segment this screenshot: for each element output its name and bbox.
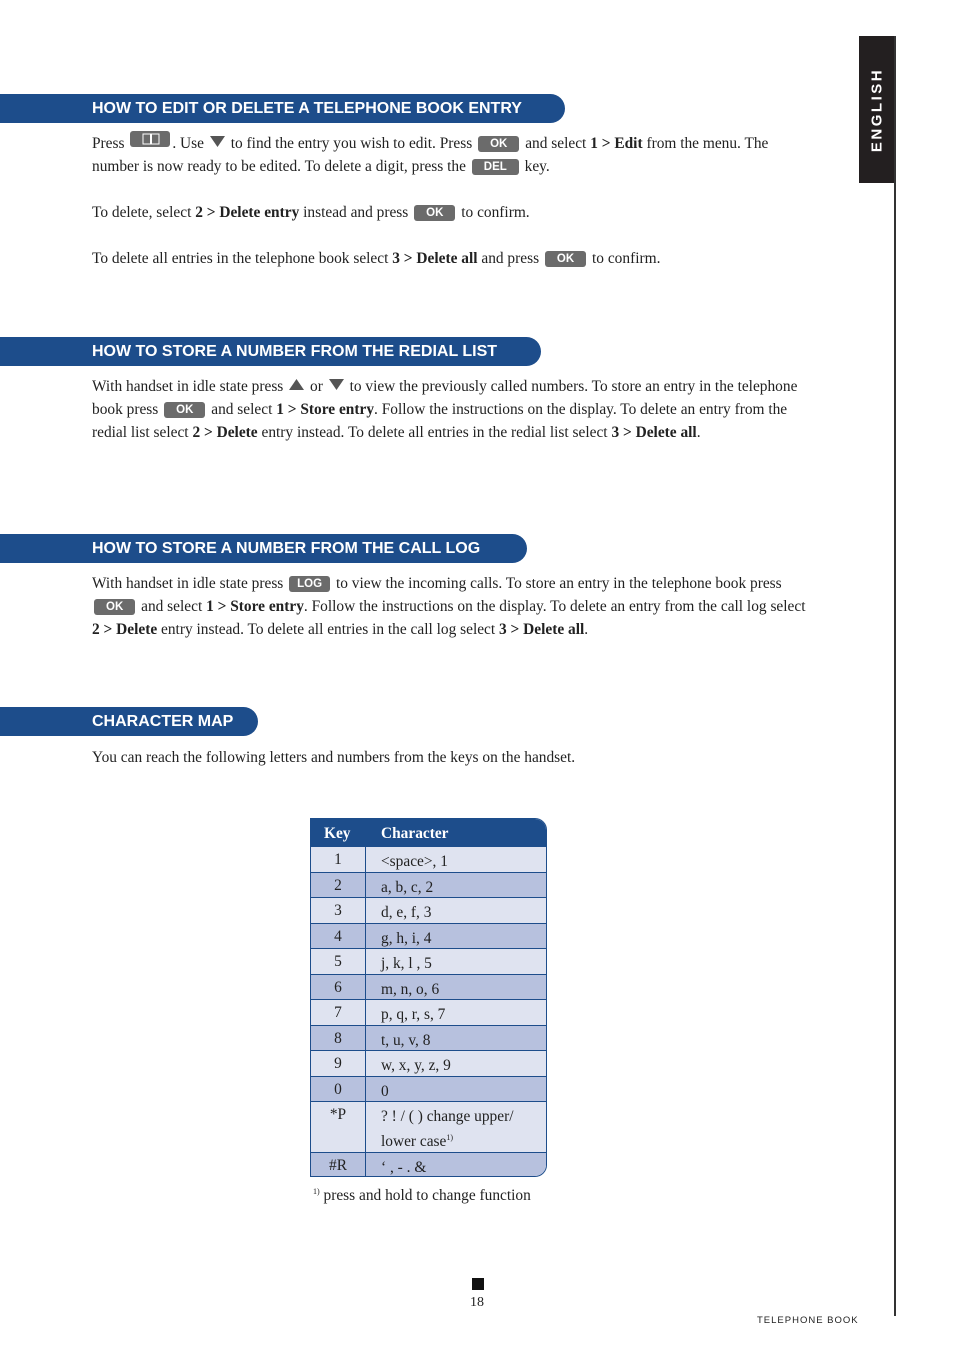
text: to confirm. <box>592 250 661 267</box>
character-cell: a, b, c, 2 <box>381 878 434 896</box>
menu-option: 2 > Delete <box>92 621 158 638</box>
table-row <box>311 948 546 974</box>
key-cell: 7 <box>311 1000 366 1025</box>
ok-button: OK <box>164 402 205 418</box>
text: . Use <box>172 135 204 152</box>
footnote-ref: 1) <box>446 1133 454 1142</box>
character-cell: j, k, l , 5 <box>381 955 432 972</box>
table-footnote <box>313 1187 531 1205</box>
character-text: ? ! / ( ) change upper/ lower case <box>381 1108 514 1151</box>
menu-option: 3 > Delete all <box>611 424 697 441</box>
redial-paragraph <box>92 375 807 444</box>
page-number: 18 <box>470 1295 484 1310</box>
ok-button: OK <box>478 136 519 152</box>
table-row <box>311 1076 546 1102</box>
text: entry instead. To delete all entries in the call log select <box>161 621 496 638</box>
menu-option: 2 > Delete <box>192 424 258 441</box>
character-cell: m, n, o, 6 <box>381 980 440 998</box>
key-cell: 3 <box>311 898 366 923</box>
phonebook-icon <box>130 131 170 147</box>
language-label: ENGLISH <box>868 67 885 152</box>
header-key: Key <box>324 825 351 842</box>
text: entry instead. To delete all entries in the redial list select <box>261 424 608 441</box>
key-cell: *P <box>311 1102 366 1152</box>
text: and select <box>141 598 203 615</box>
table-header <box>311 819 546 846</box>
text: Press <box>92 135 125 152</box>
character-cell <box>381 1106 540 1152</box>
footnote-text: press and hold to change function <box>323 1187 531 1205</box>
page-marker <box>472 1278 484 1290</box>
text: instead and press <box>303 204 409 221</box>
text: to view the previously called numbers. To store an entry in the telephone book press <box>92 378 798 418</box>
table-row <box>311 846 546 872</box>
text: to confirm. <box>461 204 530 221</box>
footnote-mark: 1) <box>313 1187 320 1196</box>
key-cell: 6 <box>311 975 366 1000</box>
key-cell: 8 <box>311 1026 366 1051</box>
character-cell: w, x, y, z, 9 <box>381 1057 451 1074</box>
menu-option: 3 > Delete all <box>392 250 478 267</box>
text: and select <box>211 401 273 418</box>
down-arrow-icon <box>329 379 344 390</box>
table-row <box>311 872 546 898</box>
calllog-paragraph <box>92 572 807 641</box>
table-row <box>311 1101 546 1152</box>
key-cell: 2 <box>311 873 366 898</box>
ok-button: OK <box>94 599 135 615</box>
text: key. <box>524 158 550 175</box>
character-cell: d, e, f, 3 <box>381 904 432 921</box>
text: With handset in idle state press <box>92 575 284 592</box>
character-cell: ‘ , - . & <box>381 1159 427 1176</box>
key-cell: 4 <box>311 924 366 949</box>
del-button: DEL <box>472 159 519 175</box>
table-row <box>311 923 546 949</box>
text: . <box>696 424 701 441</box>
edit-paragraph-2 <box>92 201 807 224</box>
text: . Follow the instructions on the display. To delete an entry from the call log select <box>303 598 806 615</box>
key-cell: #R <box>311 1153 366 1177</box>
character-cell: 0 <box>381 1082 389 1100</box>
key-cell: 1 <box>311 847 366 872</box>
text: and select <box>525 135 587 152</box>
key-cell: 5 <box>311 949 366 974</box>
text: To delete, select <box>92 204 192 221</box>
section-header-calllog: HOW TO STORE A NUMBER FROM THE CALL LOG <box>0 534 527 563</box>
character-cell: g, h, i, 4 <box>381 929 432 947</box>
menu-option: 1 > Edit <box>590 135 643 152</box>
table-row <box>311 974 546 1000</box>
edit-paragraph-1 <box>92 131 807 178</box>
character-map-table <box>310 818 547 1177</box>
table-row <box>311 1025 546 1051</box>
section-header-redial: HOW TO STORE A NUMBER FROM THE REDIAL LIST <box>0 337 541 366</box>
menu-option: 3 > Delete all <box>499 621 585 638</box>
key-cell: 0 <box>311 1077 366 1102</box>
text: to view the incoming calls. To store an entry in the telephone book press <box>335 575 782 592</box>
language-tab <box>859 36 894 183</box>
text: . <box>584 621 589 638</box>
character-cell: <space>, 1 <box>381 853 448 870</box>
margin-rule <box>894 36 896 1316</box>
ok-button: OK <box>414 205 455 221</box>
key-cell: 9 <box>311 1051 366 1076</box>
menu-option: 2 > Delete entry <box>195 204 300 221</box>
header-character: Character <box>381 825 449 842</box>
section-header-charmap: CHARACTER MAP <box>0 707 258 736</box>
down-arrow-icon <box>210 136 225 147</box>
menu-option: 1 > Store entry <box>276 401 375 418</box>
running-footer: TELEPHONE BOOK <box>757 1315 859 1326</box>
menu-option: 1 > Store entry <box>206 598 304 615</box>
text: To delete all entries in the telephone book select <box>92 250 389 267</box>
text: from the menu. The number is now ready to be edited. To delete a digit, press the <box>92 135 769 175</box>
edit-paragraph-3 <box>92 247 807 270</box>
character-cell: t, u, v, 8 <box>381 1031 431 1049</box>
up-arrow-icon <box>289 379 304 390</box>
charmap-intro: You can reach the following letters and numbers from the keys on the handset. <box>92 749 576 766</box>
text: and press <box>481 250 540 267</box>
text: to find the entry you wish to edit. Press <box>230 135 473 152</box>
table-row <box>311 1152 546 1177</box>
text: . Follow the instructions on the display. To delete an entry from the redial list select <box>92 401 788 441</box>
table-row <box>311 897 546 923</box>
text: With handset in idle state press <box>92 378 284 395</box>
character-cell: p, q, r, s, 7 <box>381 1006 446 1023</box>
table-row <box>311 999 546 1025</box>
section-header-edit: HOW TO EDIT OR DELETE A TELEPHONE BOOK ENTRY <box>0 94 565 123</box>
log-button: LOG <box>289 576 330 592</box>
text: or <box>310 378 323 395</box>
ok-button: OK <box>545 251 586 267</box>
table-row <box>311 1050 546 1076</box>
